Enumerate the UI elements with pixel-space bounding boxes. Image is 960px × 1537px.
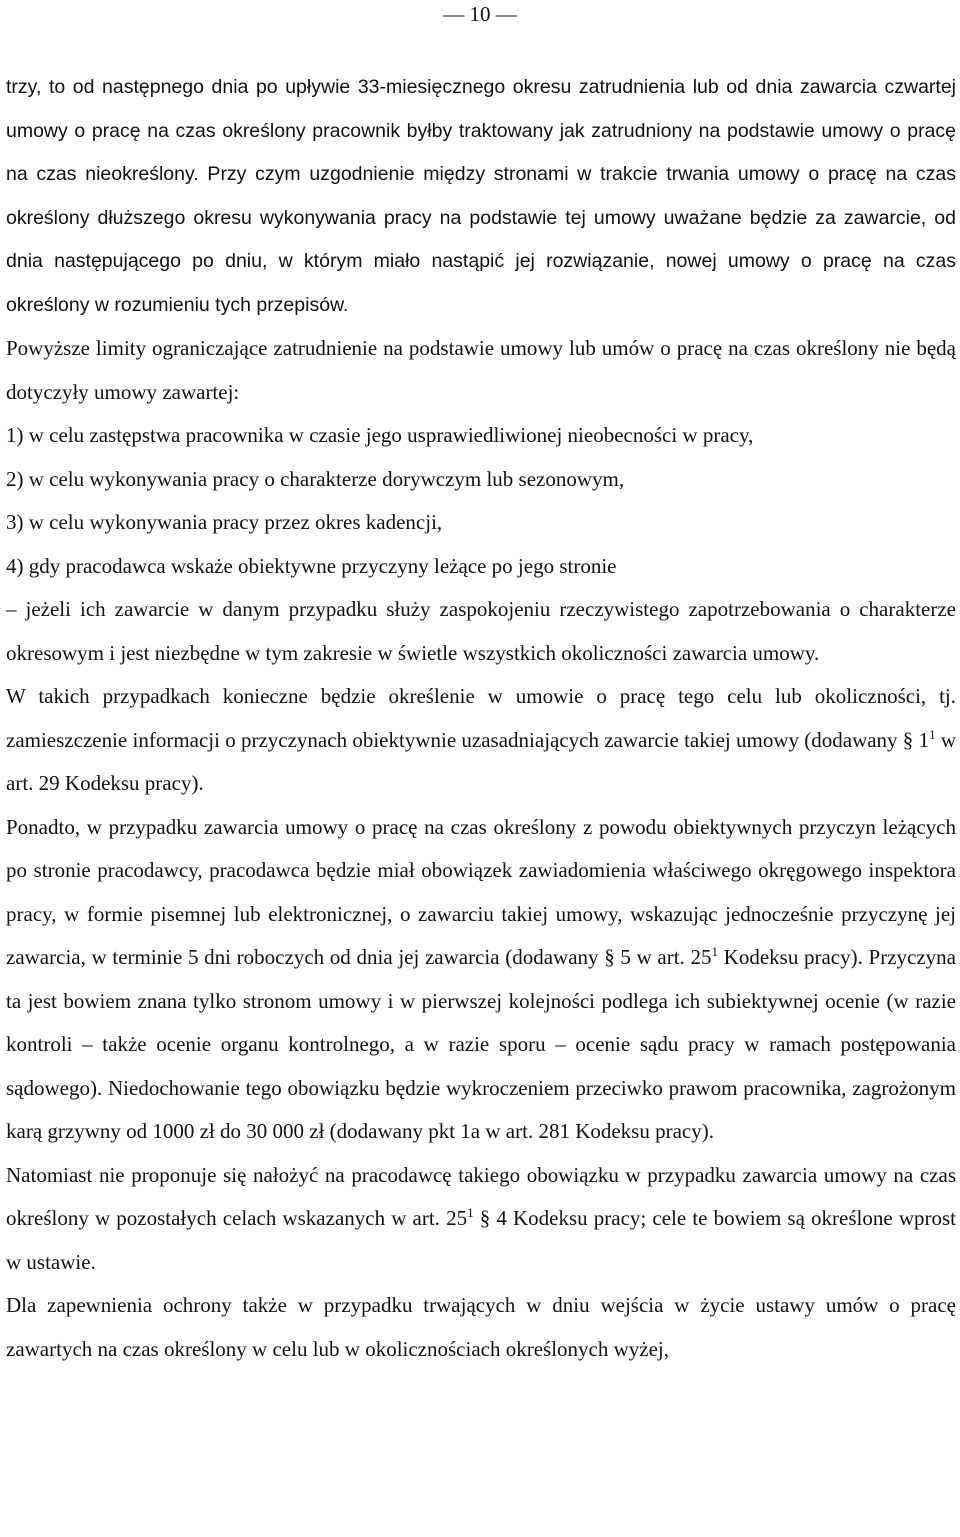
paragraph-text: W takich przypadkach konieczne będzie określenie w umowie o pracę tego celu lub okoliczności, tj. zamieszczenie informacji o przyczynach obiektywnie uzasadniających zawarcie takiej umowy (dodawany § 1	[6, 684, 956, 752]
list-item-1: 1) w celu zastępstwa pracownika w czasie jego usprawiedliwionej nieobecności w pracy,	[6, 423, 754, 447]
paragraph-contract-purpose	[6, 675, 956, 806]
paragraph-text: § 4 Kodeksu pracy; cele te bowiem są określone wprost w ustawie.	[6, 1206, 957, 1274]
superscript: 1	[711, 944, 718, 959]
document-body	[6, 66, 956, 1371]
document-page	[6, 0, 956, 1537]
page-number: — 10 —	[443, 2, 517, 26]
paragraph-limits-transition: trzy, to od następnego dnia po upływie 33-miesięcznego okresu zatrudnienia lub od dnia zawarcia czwartej umowy o pracę na czas określony pracownik byłby traktowany jak zatrudniony na podstawie umowy o pracę na czas nieokreślony. Przy czym uzgodnienie między stronami w trakcie trwania umowy o pracę na czas określony dłuższego okresu wykonywania pracy na podstawie tej umowy uważane będzie za zawarcie, od dnia następującego po dniu, w którym miało nastąpić jej rozwiązanie, nowej umowy o pracę na czas określony w rozumieniu tych przepisów.	[6, 76, 956, 316]
paragraph-transitional-protection: Dla zapewnienia ochrony także w przypadku trwających w dniu wejścia w życie ustawy umów o pracę zawartych na czas określony w celu lub w okolicznościach określonych wyżej,	[6, 1293, 956, 1361]
superscript: 1	[467, 1205, 474, 1220]
list-item-4: 4) gdy pracodawca wskaże obiektywne przyczyny leżące po jego stronie	[6, 553, 617, 578]
paragraph-no-obligation	[6, 1154, 956, 1285]
paragraph-exceptions-intro: Powyższe limity ograniczające zatrudnienie na podstawie umowy lub umów o pracę na czas określony nie będą dotyczyły umowy zawartej:	[6, 336, 956, 404]
paragraph-text: w art. 29 Kodeksu pracy).	[6, 727, 957, 795]
paragraph-text: Kodeksu pracy). Przyczyna ta jest bowiem znana tylko stronom umowy i w pierwszej kolejności podlega ich subiektywnej ocenie (w razie kontroli – także ocenie organu kontrolnego, a w razie sporu – ocenie sądu pracy w ramach postępowania sądowego). Niedochowanie tego obowiązku będzie wykroczeniem przeciwko prawom pracownika, zagrożonym karą grzywny od 1000 zł do 30 000 zł (dodawany pkt 1a w art. 281 Kodeksu pracy).	[6, 945, 956, 1143]
superscript: 1	[929, 726, 936, 742]
paragraph-inspector-notification	[6, 806, 956, 1154]
list-item-2: 2) w celu wykonywania pracy o charakterze dorywczym lub sezonowym,	[6, 466, 625, 491]
paragraph-text: Natomiast nie proponuje się nałożyć na pracodawcę takiego obowiązku w przypadku zawarcia umowy na czas określony w pozostałych celach wskazanych w art. 25	[6, 1162, 956, 1230]
list-item-3: 3) w celu wykonywania pracy przez okres kadencji,	[6, 510, 443, 534]
paragraph-text: Ponadto, w przypadku zawarcia umowy o pracę na czas określony z powodu obiektywnych przyczyn leżących po stronie pracodawcy, pracodawca będzie miał obowiązek zawiadomienia właściwego okręgowego inspektora pracy, w formie pisemnej lub elektronicznej, o zawarciu takiej umowy, wskazując jednocześnie przyczynę jej zawarcia, w terminie 5 dni roboczych od dnia jej zawarcia (dodawany § 5 w art. 25	[6, 814, 956, 969]
paragraph-list-conclusion: – jeżeli ich zawarcie w danym przypadku służy zaspokojeniu rzeczywistego zapotrzebowania o charakterze okresowym i jest niezbędne w tym zakresie w świetle wszystkich okoliczności zawarcia umowy.	[6, 597, 956, 665]
